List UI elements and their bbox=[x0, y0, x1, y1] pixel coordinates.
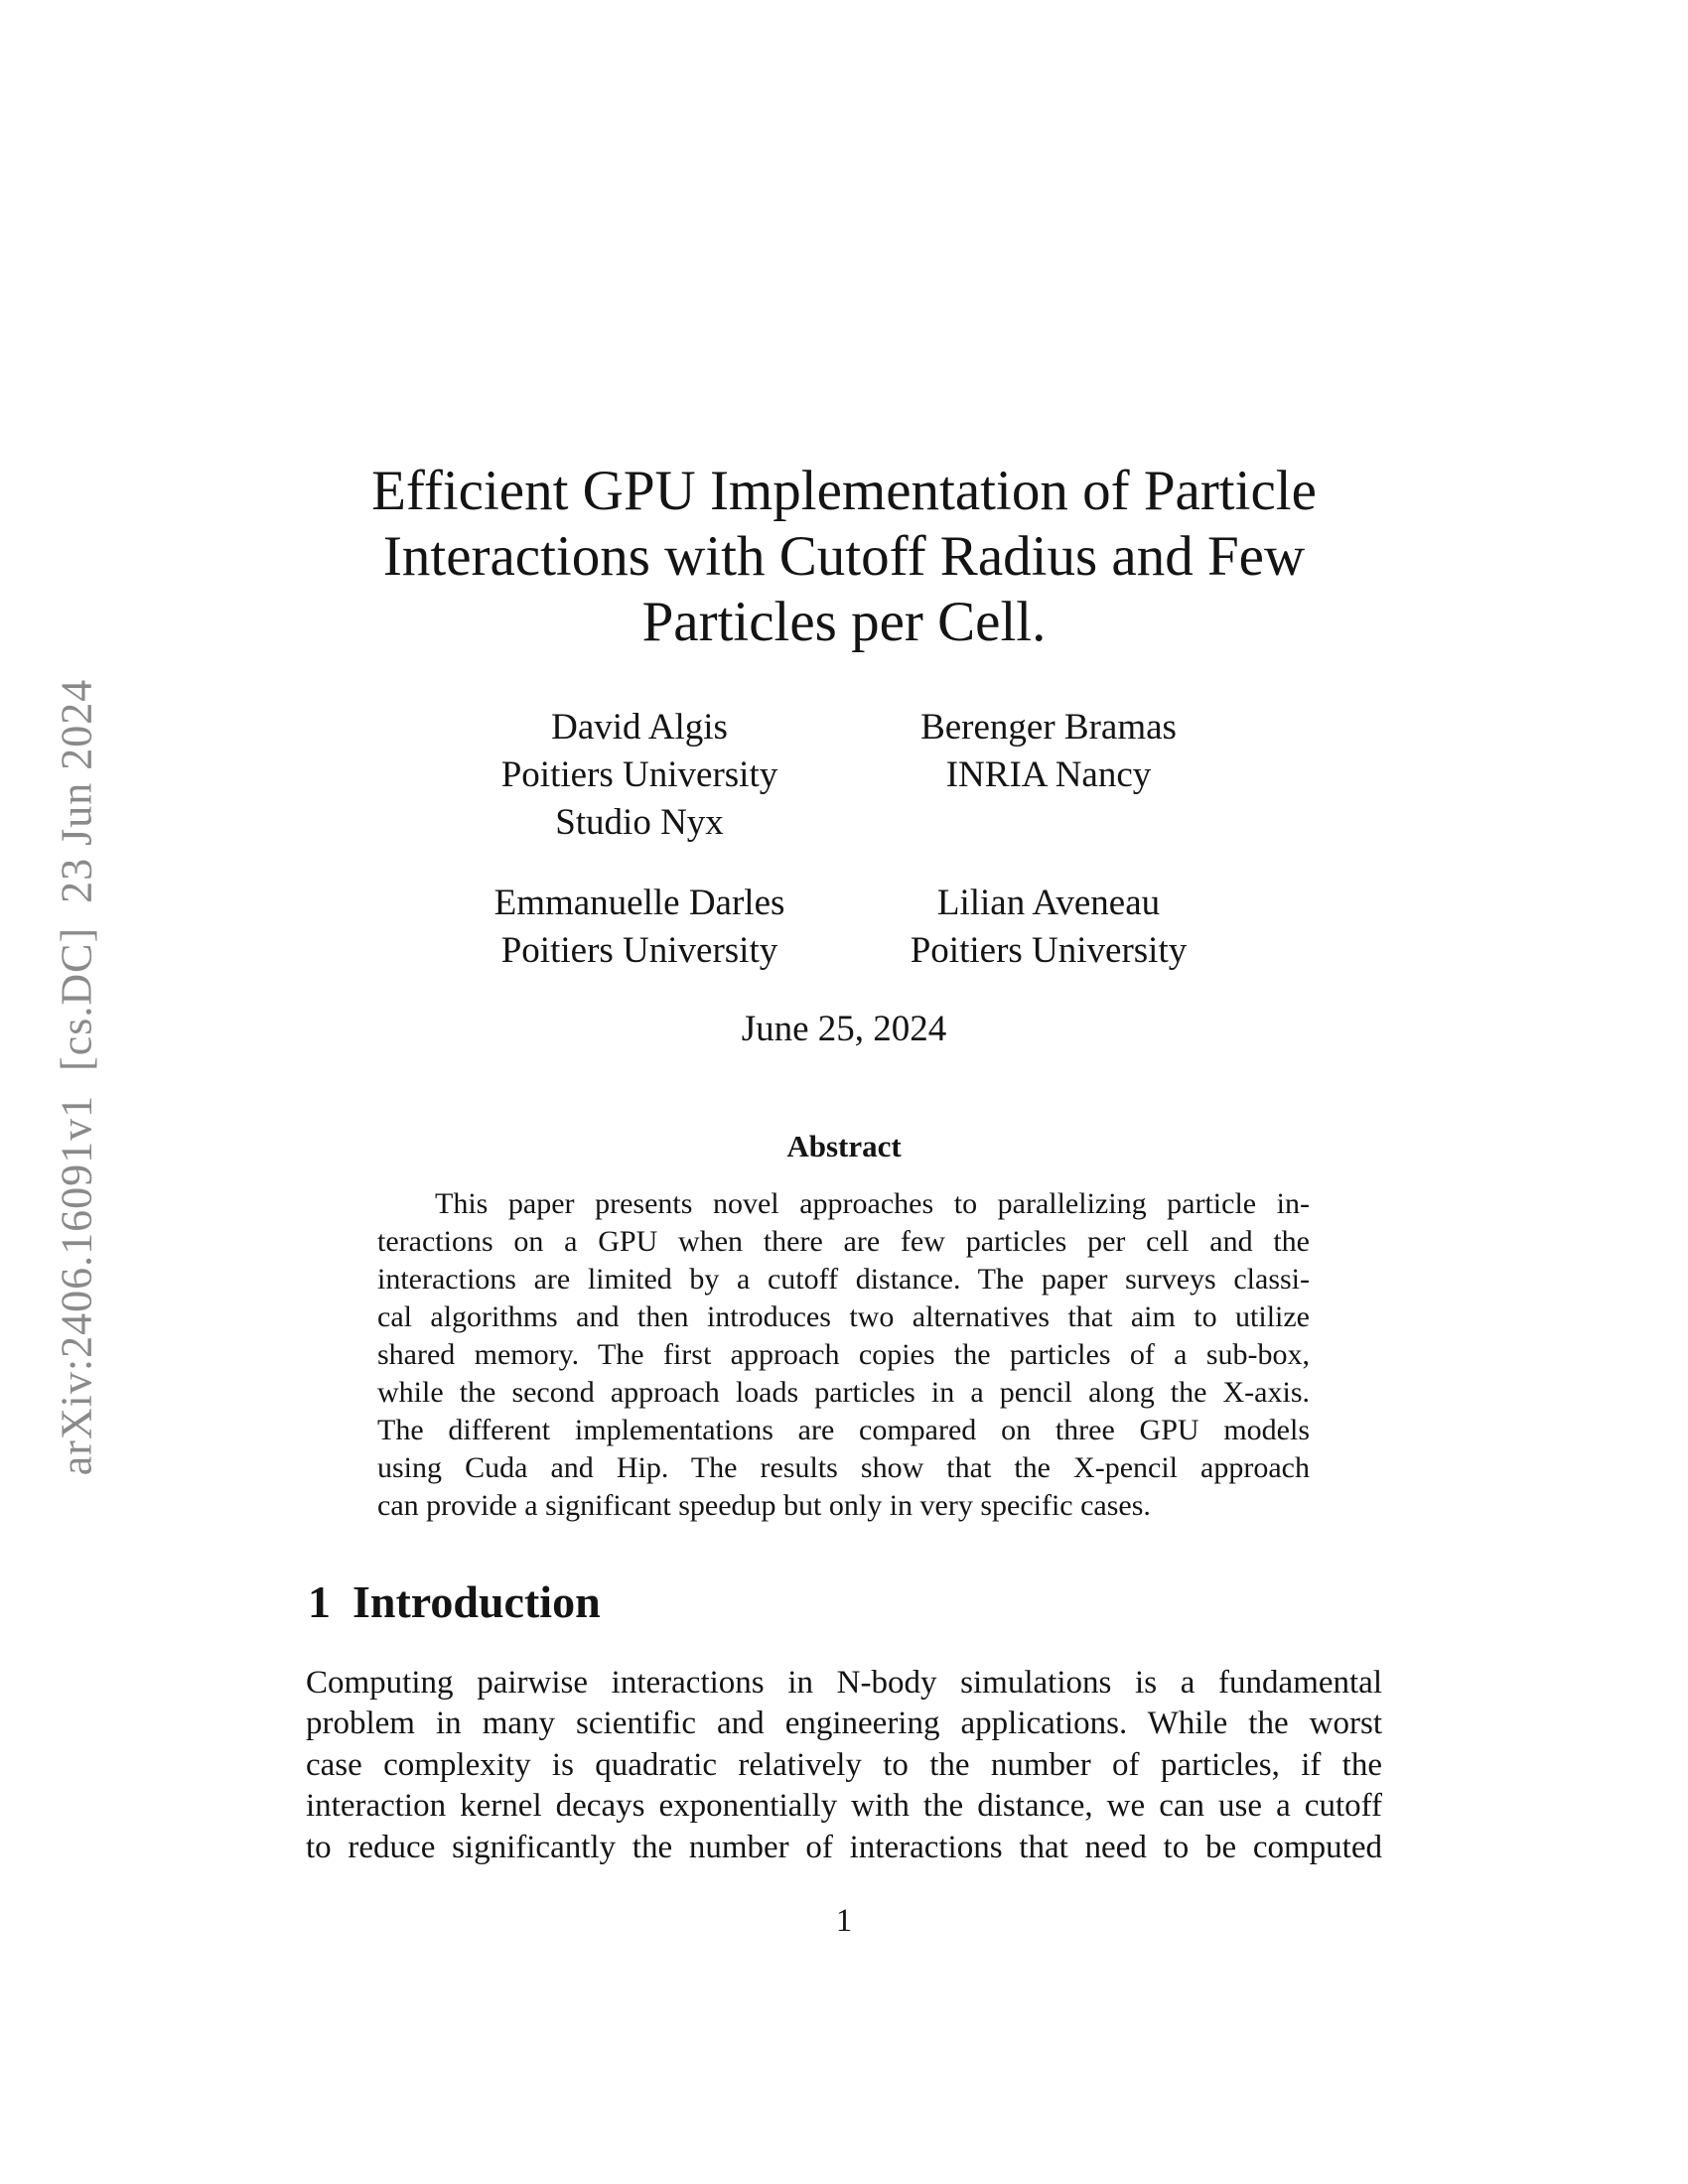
abstract-line: interactions are limited by a cutoff distance. The paper surveys classi- bbox=[377, 1263, 1310, 1296]
author-name: Lilian Aveneau bbox=[936, 883, 1161, 923]
paper-title-line: Efficient GPU Implementation of Particle bbox=[371, 460, 1317, 522]
intro-line: problem in many scientific and engineering applications. While the worst bbox=[306, 1706, 1382, 1742]
introduction-text bbox=[306, 1663, 1382, 1868]
author-lilian-aveneau bbox=[844, 880, 1253, 975]
intro-line: to reduce significantly the number of interactions that need to be computed bbox=[306, 1829, 1382, 1865]
abstract-heading: Abstract bbox=[786, 1129, 902, 1163]
intro-line: case complexity is quadratic relatively to the number of particles, if the bbox=[306, 1746, 1382, 1783]
page-number: 1 bbox=[835, 1903, 853, 1939]
author-affiliation: Poitiers University bbox=[500, 754, 778, 795]
intro-line: interaction kernel decays exponentially with the distance, we can use a cutoff bbox=[306, 1788, 1382, 1825]
paper-title-line: Interactions with Cutoff Radius and Few bbox=[382, 525, 1306, 588]
publication-date: June 25, 2024 bbox=[741, 1009, 947, 1049]
author-name: Emmanuelle Darles bbox=[493, 883, 785, 923]
paper-title bbox=[0, 459, 1688, 655]
author-emmanuelle-darles bbox=[435, 880, 844, 975]
section-number: 1 bbox=[308, 1576, 331, 1627]
abstract-line: shared memory. The first approach copies the particles of a sub-box, bbox=[377, 1338, 1310, 1371]
abstract-line: cal algorithms and then introduces two alternatives that aim to utilize bbox=[377, 1300, 1310, 1333]
paper-title-line: Particles per Cell. bbox=[641, 591, 1047, 653]
arxiv-watermark: arXiv:2406.16091v1 [cs.DC] 23 Jun 2024 bbox=[52, 678, 101, 1476]
abstract-line: while the second approach loads particles in a pencil along the X-axis. bbox=[377, 1376, 1310, 1409]
abstract-line: The different implementations are compared on three GPU models bbox=[377, 1414, 1310, 1446]
author-affiliation: Poitiers University bbox=[910, 930, 1188, 971]
author-david-algis bbox=[435, 704, 844, 847]
abstract-line: using Cuda and Hip. The results show that the X-pencil approach bbox=[377, 1451, 1310, 1484]
section-heading-introduction bbox=[308, 1576, 1384, 1628]
author-affiliation: Poitiers University bbox=[500, 930, 778, 971]
author-name: David Algis bbox=[551, 707, 728, 748]
author-affiliation: Studio Nyx bbox=[555, 802, 724, 843]
author-berenger-bramas bbox=[844, 704, 1253, 847]
abstract-line: This paper presents novel approaches to parallelizing particle in- bbox=[435, 1187, 1310, 1220]
section-title: Introduction bbox=[352, 1576, 601, 1627]
author-affiliation: INRIA Nancy bbox=[945, 754, 1152, 795]
abstract-line: teractions on a GPU when there are few particles per cell and the bbox=[377, 1225, 1310, 1258]
authors-row-1 bbox=[0, 704, 1688, 847]
authors-row-2 bbox=[0, 880, 1688, 975]
abstract-text bbox=[377, 1185, 1310, 1525]
intro-line: Computing pairwise interactions in N-body simulations is a fundamental bbox=[306, 1665, 1382, 1701]
author-name: Berenger Bramas bbox=[920, 707, 1177, 748]
abstract-line: can provide a significant speedup but only in very specific cases. bbox=[377, 1489, 1151, 1522]
